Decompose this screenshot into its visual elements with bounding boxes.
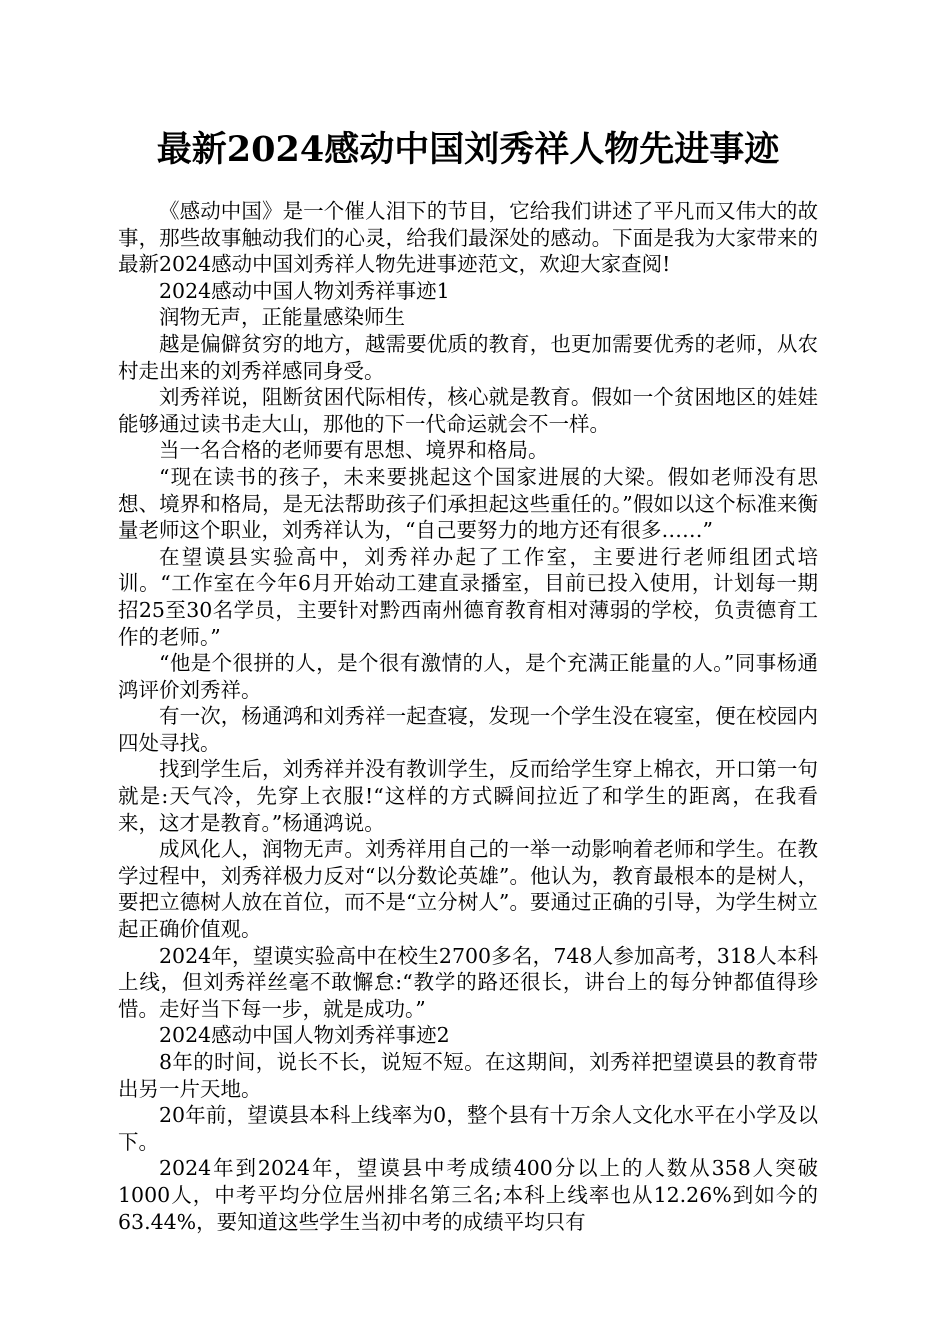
paragraph: 成风化人，润物无声。刘秀祥用自己的一举一动影响着老师和学生。在教学过程中，刘秀祥极力反对“以分数论英雄”。他认为，教育最根本的是树人，要把立德树人放在首位，而不是“立分树人”。要通过正确的引导，为学生树立起正确价值观。: [118, 837, 818, 942]
paragraph: 刘秀祥说，阻断贫困代际相传，核心就是教育。假如一个贫困地区的娃娃能够通过读书走大山，那他的下一代命运就会不一样。: [118, 385, 818, 436]
paragraph: “现在读书的孩子，未来要挑起这个国家进展的大梁。假如老师没有思想、境界和格局，是无法帮助孩子们承担起这些重任的。”假如以这个标准来衡量老师这个职业，刘秀祥认为，“自己要努力的地方还有很多……”: [118, 464, 818, 543]
paragraph-intro: 《感动中国》是一个催人泪下的节目，它给我们讲述了平凡而又伟大的故事，那些故事触动我们的心灵，给我们最深处的感动。下面是我为大家带来的最新2024感动中国刘秀祥人物先进事迹范文，欢迎大家查阅!: [118, 199, 818, 277]
paragraph: 在望谟县实验高中，刘秀祥办起了工作室，主要进行老师组团式培训。“工作室在今年6月开始动工建直录播室，目前已投入使用，计划每一期招25至30名学员，主要针对黔西南州德育教育相对薄弱的学校，负责德育工作的老师。”: [118, 544, 818, 649]
paragraph: 有一次，杨通鸿和刘秀祥一起查寝，发现一个学生没在寝室，便在校园内四处寻找。: [118, 704, 818, 755]
paragraph: 2024年到2024年，望谟县中考成绩400分以上的人数从358人突破1000人，中考平均分位居州排名第三名;本科上线率也从12.26%到如今的63.44%，要知道这些学生当初中考的成绩平均只有: [118, 1156, 818, 1234]
paragraph: 润物无声，正能量感染师生: [159, 305, 405, 330]
paragraph: 20年前，望谟县本科上线率为0，整个县有十万余人文化水平在小学及以下。: [118, 1103, 818, 1154]
paragraph: 越是偏僻贫穷的地方，越需要优质的教育，也更加需要优秀的老师，从农村走出来的刘秀祥感同身受。: [118, 331, 818, 383]
section-heading-1: 2024感动中国人物刘秀祥事迹1: [159, 278, 450, 303]
document-body: [118, 198, 818, 1235]
paragraph: 2024年，望谟实验高中在校生2700多名，748人参加高考，318人本科上线，但刘秀祥丝毫不敢懈怠:“教学的路还很长，讲台上的每分钟都值得珍惜。走好当下每一步，就是成功。”: [118, 943, 818, 1021]
section-heading-2: 2024感动中国人物刘秀祥事迹2: [159, 1023, 450, 1048]
document-title: 最新2024感动中国刘秀祥人物先进事迹: [156, 129, 780, 170]
paragraph: 8年的时间，说长不长，说短不短。在这期间，刘秀祥把望谟县的教育带出另一片天地。: [118, 1050, 818, 1101]
document-page: [118, 128, 818, 1235]
paragraph: 找到学生后，刘秀祥并没有教训学生，反而给学生穿上棉衣，开口第一句就是:天气冷，先穿上衣服!“这样的方式瞬间拉近了和学生的距离，在我看来，这才是教育。”杨通鸿说。: [118, 757, 818, 835]
paragraph: 当一名合格的老师要有思想、境界和格局。: [159, 438, 549, 463]
paragraph: “他是个很拼的人，是个很有激情的人，是个充满正能量的人。”同事杨通鸿评价刘秀祥。: [118, 651, 818, 702]
